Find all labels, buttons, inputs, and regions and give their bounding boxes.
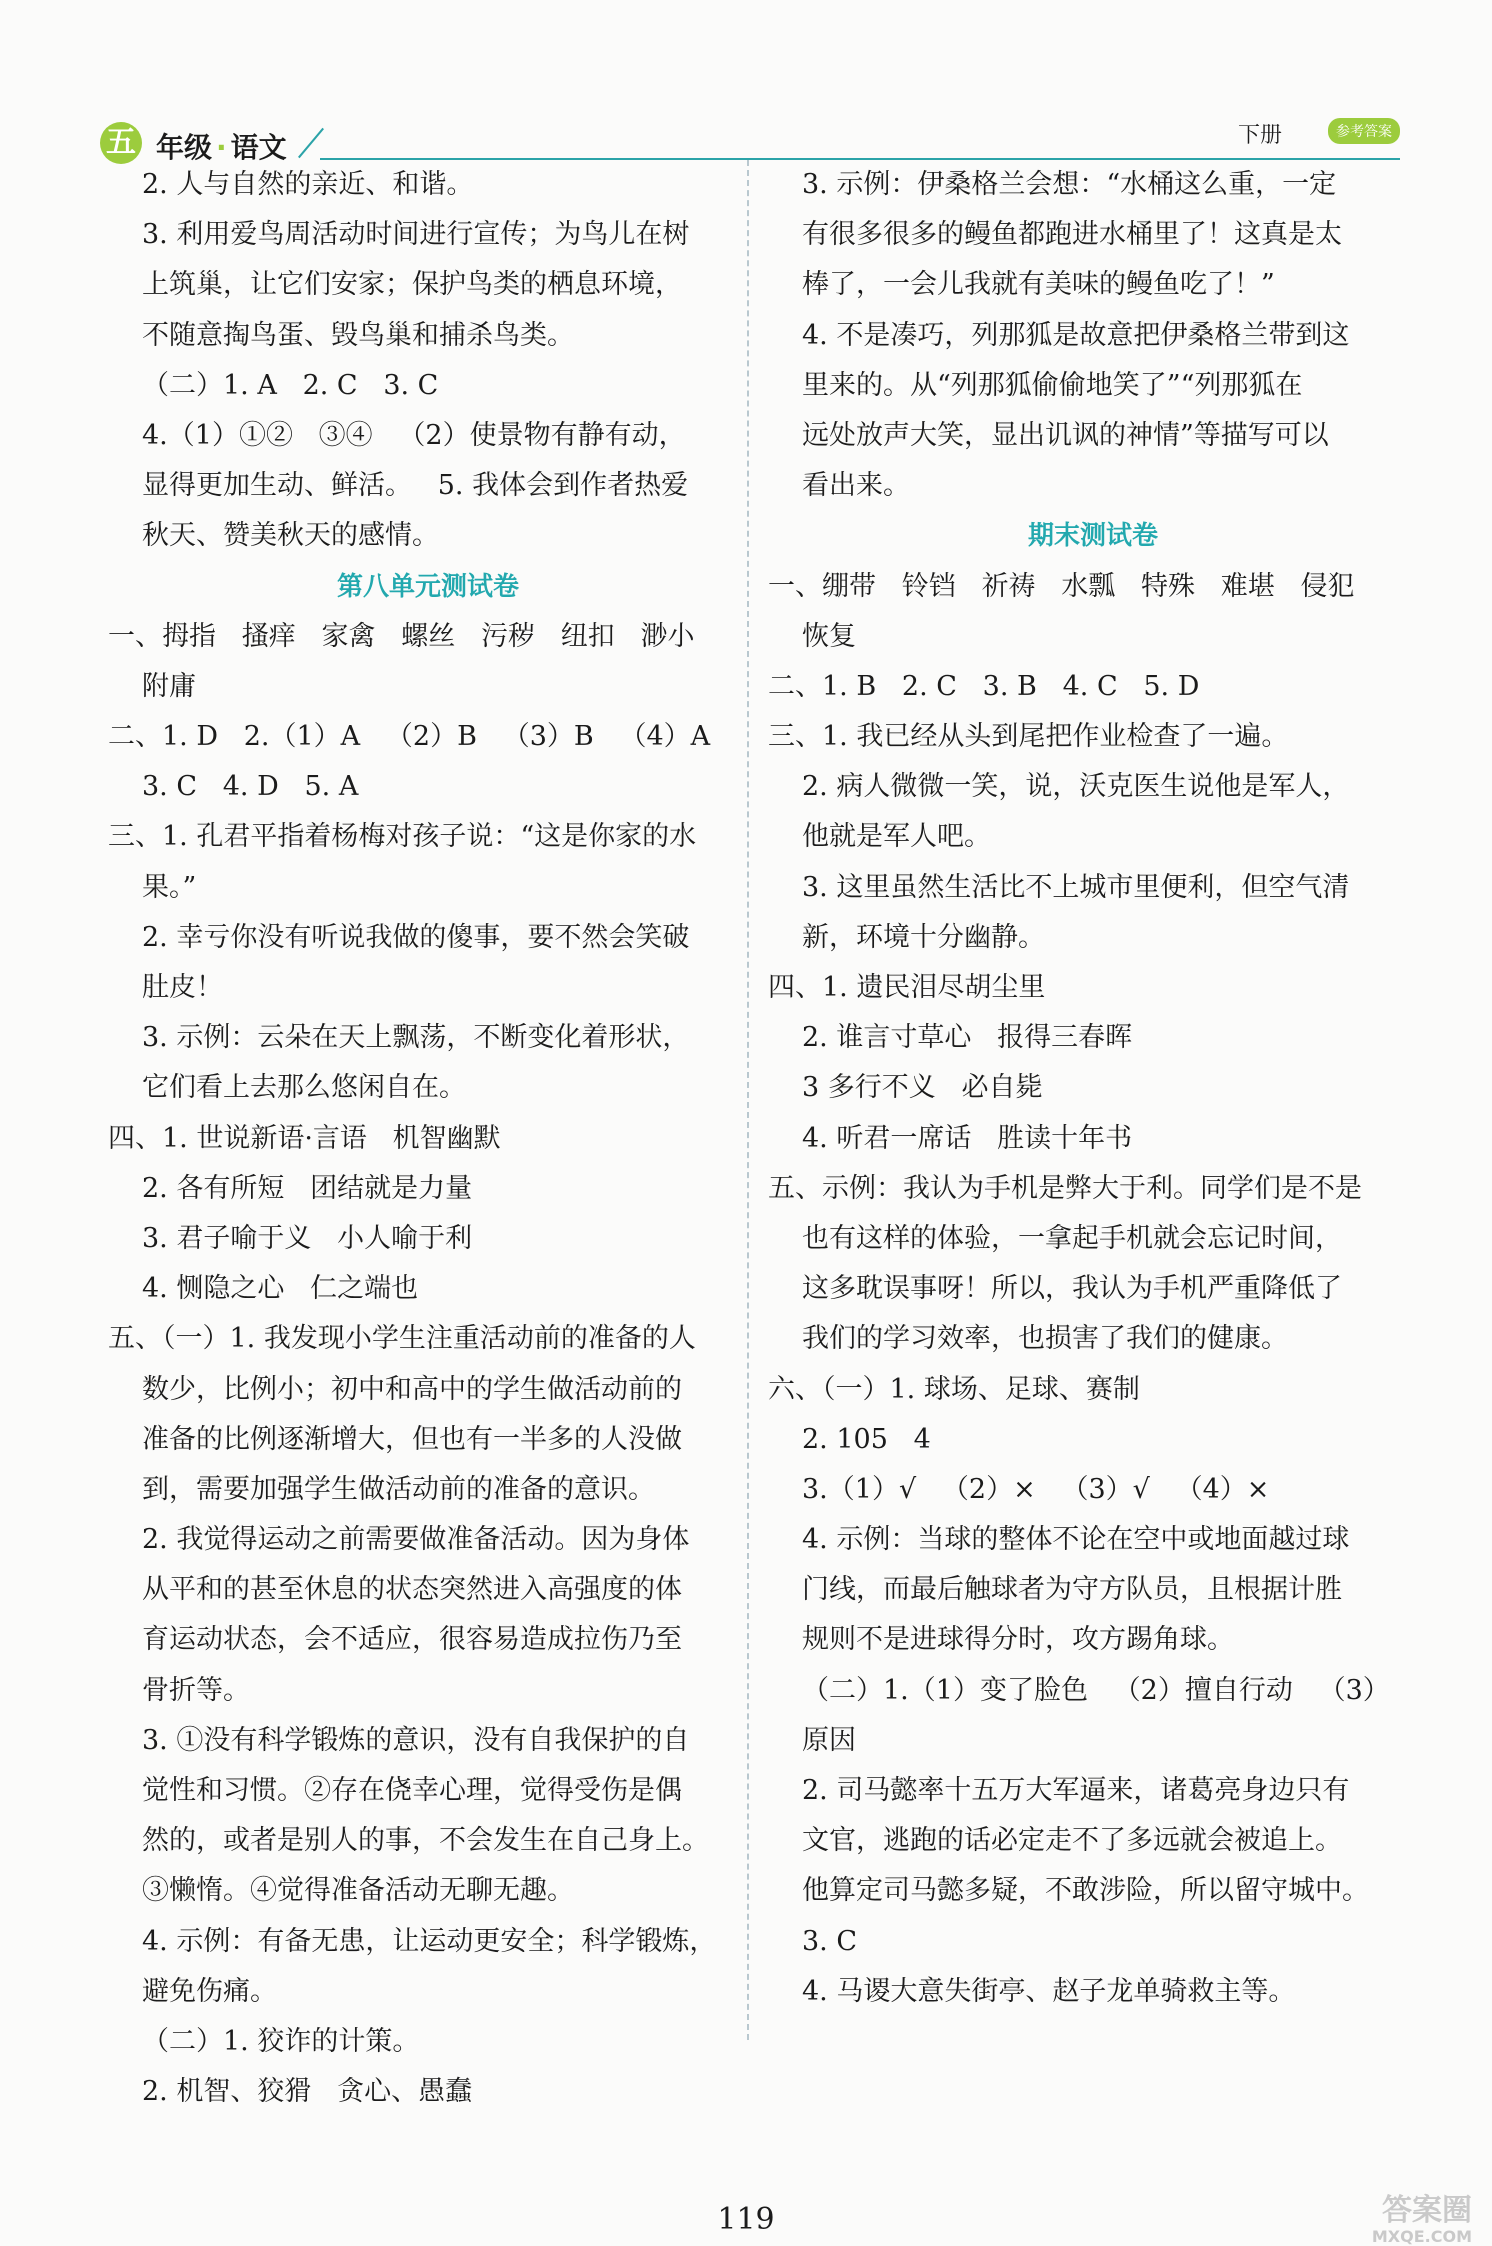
answer-line: 觉性和习惯。②存在侥幸心理，觉得受伤是偶 [142,1775,682,1806]
answer-line: 不随意掏鸟蛋、毁鸟巢和捕杀鸟类。 [142,319,574,351]
watermark-sub: MXQE.COM [1371,2227,1472,2246]
answer-line: 三、1. 我已经从头到尾把作业检查了一遍。 [768,721,1289,753]
answer-line: 3. ①没有科学锻炼的意识，没有自我保护的自 [142,1724,690,1756]
answer-line: 从平和的甚至休息的状态突然进入高强度的体 [142,1574,682,1606]
section-title: 第八单元测试卷 [336,571,519,602]
answer-line: 3.（1）√ （2）× （3）√ （4）× [802,1473,1270,1505]
grade-label: 年级 [156,131,213,164]
answer-line: 规则不是进球得分时，攻方踢角球。 [802,1624,1234,1656]
answer-line: 4. 不是凑巧，列那狐是故意把伊桑格兰带到这 [802,319,1350,351]
answer-line: 果。” [142,871,197,903]
answer-line: 看出来。 [802,470,910,502]
answer-line: （二）1. 狡诈的计策。 [142,2025,420,2057]
answer-line: 新，环境十分幽静。 [802,921,1045,953]
answer-line: 2. 病人微微一笑，说，沃克医生说他是军人， [802,771,1350,803]
answer-line: 2. 司马懿率十五万大军逼来，诸葛亮身边只有 [802,1775,1350,1806]
answer-line: 2. 谁言寸草心 报得三春晖 [802,1022,1133,1054]
answer-line: 数少，比例小；初中和高中的学生做活动前的 [142,1373,682,1405]
answer-line: 育运动状态，会不适应，很容易造成拉伤乃至 [142,1624,682,1656]
answer-line: 我们的学习效率，也损害了我们的健康。 [802,1323,1288,1355]
answer-line: 3. C 4. D 5. A [142,771,359,803]
right-column [768,160,1418,2017]
answer-line: 也有这样的体验，一拿起手机就会忘记时间， [802,1222,1342,1254]
answer-line: 3. 示例：伊桑格兰会想：“水桶这么重，一定 [802,169,1337,200]
watermark [1322,2185,1472,2246]
answer-line: 二、1. B 2. C 3. B 4. C 5. D [768,670,1200,702]
answer-line: 2. 机智、狡猾 贪心、愚蠢 [142,2076,473,2108]
answer-line: 秋天、赞美秋天的感情。 [142,520,439,552]
volume-label: 下册 [1237,123,1282,148]
answer-line: 这多耽误事呀！所以，我认为手机严重降低了 [802,1273,1342,1305]
answer-line: 显得更加生动、鲜活。 5. 我体会到作者热爱 [142,470,689,502]
answer-line: 远处放声大笑，显出讥讽的神情”等描写可以 [802,419,1329,451]
answer-line: 五、示例：我认为手机是弊大于利。同学们是不是 [768,1172,1362,1204]
answer-line: 到，需要加强学生做活动前的准备的意识。 [142,1473,655,1505]
answer-line: 文官，逃跑的话必定走不了多远就会被追上。 [802,1825,1342,1857]
answer-line: （二）1. A 2. C 3. C [142,369,439,401]
answer-line: 4. 马谡大意失街亭、赵子龙单骑救主等。 [802,1975,1296,2007]
answer-line: 准备的比例逐渐增大，但也有一半多的人没做 [142,1423,682,1455]
answer-line: 肚皮！ [142,972,223,1003]
answer-line: 避免伤痛。 [142,1975,277,2007]
answer-line: 一、拇指 搔痒 家禽 螺丝 污秽 纽扣 渺小 [108,620,695,652]
answer-line: 四、1. 遗民泪尽胡尘里 [768,972,1046,1003]
answer-line: 2. 我觉得运动之前需要做准备活动。因为身体 [142,1524,690,1556]
answer-line: 4. 听君一席话 胜读十年书 [802,1122,1133,1154]
answer-line: 棒了，一会儿我就有美味的鳗鱼吃了！” [802,269,1275,301]
answer-line: 3. 君子喻于义 小人喻于利 [142,1222,473,1254]
left-column [108,160,748,2117]
subject-label: 语文 [230,131,287,164]
answer-tag: 参考答案 [1328,118,1400,144]
answer-line: 里来的。从“列那狐偷偷地笑了”“列那狐在 [802,369,1303,401]
answer-line: 2. 各有所短 团结就是力量 [142,1172,473,1204]
answer-line: 3 多行不义 必自毙 [802,1072,1043,1104]
answer-line: 他算定司马懿多疑，不敢涉险，所以留守城中。 [802,1875,1369,1907]
answer-line: 他就是军人吧。 [802,821,991,853]
column-divider [747,160,749,2040]
answer-line: （二）1.（1）变了脸色 （2）擅自行动 （3） [802,1674,1390,1706]
answer-line: ③懒惰。④觉得准备活动无聊无趣。 [142,1875,574,1907]
watermark-main: 答案圈 [1382,2193,1472,2228]
answer-line: 恢复 [802,620,856,652]
answer-line: 骨折等。 [142,1674,250,1706]
page-number: 119 [717,2202,775,2237]
answer-line: 3. 利用爱鸟周活动时间进行宣传；为鸟儿在树 [142,219,690,251]
answer-line: 有很多很多的鳗鱼都跑进水桶里了！这真是太 [802,219,1342,251]
answer-line: 三、1. 孔君平指着杨梅对孩子说：“这是你家的水 [108,821,697,853]
answer-line: 二、1. D 2.（1）A （2）B （3）B （4）A [108,721,711,753]
answer-line: 4. 示例：当球的整体不论在空中或地面越过球 [802,1524,1350,1556]
header-slash [298,128,324,158]
answer-line: 3. 示例：云朵在天上飘荡，不断变化着形状， [142,1022,690,1054]
answer-line: 五、（一）1. 我发现小学生注重活动前的准备的人 [108,1323,696,1355]
answer-line: 六、（一）1. 球场、足球、赛制 [768,1373,1140,1405]
answer-line: 四、1. 世说新语·言语 机智幽默 [108,1122,501,1154]
answer-line: 2. 105 4 [802,1423,931,1455]
answer-line: 上筑巢，让它们安家；保护鸟类的栖息环境， [142,269,682,301]
section-title: 期末测试卷 [1027,521,1158,552]
title-separator-dot: · [216,131,227,164]
answer-line: 原因 [802,1724,856,1756]
answer-line: 3. 这里虽然生活比不上城市里便利，但空气清 [802,871,1350,903]
answer-line: 3. C [802,1925,858,1957]
answer-line: 门线，而最后触球者为守方队员，且根据计胜 [802,1574,1342,1606]
answer-line: 2. 幸亏你没有听说我做的傻事，要不然会笑破 [142,921,690,953]
answer-line: 然的，或者是别人的事，不会发生在自己身上。 [142,1825,709,1857]
answer-line: 它们看上去那么悠闲自在。 [142,1072,466,1104]
answer-line: 2. 人与自然的亲近、和谐。 [142,169,474,200]
answer-line: 4. 恻隐之心 仁之端也 [142,1273,419,1305]
answer-line: 附庸 [142,670,196,702]
answer-line: 4. 示例：有备无患，让运动更安全；科学锻炼， [142,1925,717,1957]
grade-badge: 五 [100,122,142,164]
answer-line: 一、绷带 铃铛 祈祷 水瓢 特殊 难堪 侵犯 [768,570,1355,602]
answer-line: 4.（1）①② ③④ （2）使景物有静有动， [142,419,686,451]
